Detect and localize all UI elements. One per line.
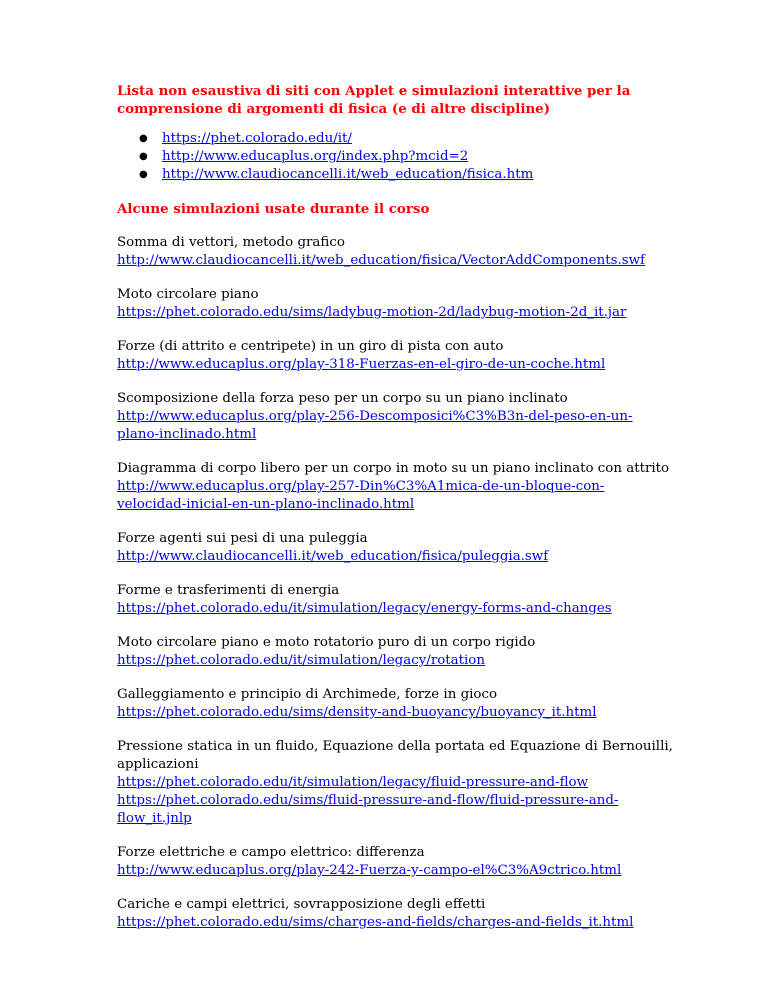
simulation-title: Forze agenti sui pesi di una puleggia: [117, 531, 368, 546]
simulation-title: Forze elettriche e campo elettrico: differenza: [117, 845, 425, 860]
site-list-item: [117, 166, 677, 184]
simulation-entry: [117, 896, 677, 932]
simulation-link[interactable]: [117, 600, 677, 618]
simulation-link-line[interactable]: flow_it.jnlp: [117, 811, 192, 826]
simulation-entry: [117, 460, 677, 514]
simulation-title: Somma di vettori, metodo grafico: [117, 235, 345, 250]
simulation-entry: [117, 390, 677, 444]
simulation-link[interactable]: [117, 914, 677, 932]
simulation-title: Moto circolare piano e moto rotatorio puro di un corpo rigido: [117, 635, 536, 650]
simulation-link-line[interactable]: http://www.educaplus.org/play-242-Fuerza-y-campo-el%C3%A9ctrico.html: [117, 863, 622, 878]
simulation-title: Scomposizione della forza peso per un corpo su un piano inclinato: [117, 391, 568, 406]
simulation-link-line[interactable]: http://www.claudiocancelli.it/web_education/fisica/puleggia.swf: [117, 549, 549, 564]
simulation-link[interactable]: [117, 792, 677, 828]
heading-line: comprensione di argomenti di fisica (e di altre discipline): [117, 101, 551, 117]
simulation-link-line[interactable]: https://phet.colorado.edu/sims/fluid-pressure-and-flow/fluid-pressure-and-: [117, 793, 619, 808]
site-list: [117, 130, 677, 184]
bullet-icon: ●: [139, 169, 148, 180]
simulation-link-line[interactable]: https://phet.colorado.edu/sims/ladybug-motion-2d/ladybug-motion-2d_it.jar: [117, 305, 627, 320]
simulation-entry: [117, 582, 677, 618]
simulation-entry: [117, 634, 677, 670]
simulation-entry: [117, 530, 677, 566]
simulation-link[interactable]: [117, 252, 677, 270]
heading-line: Lista non esaustiva di siti con Applet e simulazioni interattive per la: [117, 83, 631, 99]
simulation-title: Diagramma di corpo libero per un corpo in moto su un piano inclinato con attrito: [117, 461, 670, 476]
simulation-link[interactable]: [117, 408, 677, 444]
simulation-link-line[interactable]: plano-inclinado.html: [117, 427, 257, 442]
site-list-item: [117, 148, 677, 166]
simulation-link-line[interactable]: https://phet.colorado.edu/it/simulation/legacy/rotation: [117, 653, 485, 668]
simulation-title: Moto circolare piano: [117, 287, 259, 302]
simulation-entry: [117, 844, 677, 880]
simulation-title: Forme e trasferimenti di energia: [117, 583, 340, 598]
site-link[interactable]: http://www.educaplus.org/index.php?mcid=2: [162, 149, 469, 164]
simulation-link-line[interactable]: velocidad-inicial-en-un-plano-inclinado.html: [117, 497, 415, 512]
site-list-item: [117, 130, 677, 148]
simulation-title: Cariche e campi elettrici, sovrapposizione degli effetti: [117, 897, 486, 912]
simulation-link-line[interactable]: http://www.educaplus.org/play-256-Descomposici%C3%B3n-del-peso-en-un-: [117, 409, 633, 424]
simulation-link[interactable]: [117, 304, 677, 322]
simulation-entry: [117, 338, 677, 374]
simulation-title: applicazioni: [117, 757, 199, 772]
simulation-link[interactable]: [117, 548, 677, 566]
simulation-link-line[interactable]: http://www.educaplus.org/play-257-Din%C3%A1mica-de-un-bloque-con-: [117, 479, 605, 494]
simulation-entry: [117, 686, 677, 722]
simulation-link-line[interactable]: http://www.claudiocancelli.it/web_education/fisica/VectorAddComponents.swf: [117, 253, 645, 268]
bullet-icon: ●: [139, 133, 148, 144]
simulation-entry: [117, 234, 677, 270]
simulation-link[interactable]: [117, 774, 677, 792]
simulation-title: Forze (di attrito e centripete) in un giro di pista con auto: [117, 339, 504, 354]
simulation-link[interactable]: [117, 356, 677, 374]
simulation-link[interactable]: [117, 704, 677, 722]
simulation-title: Galleggiamento e principio di Archimede, forze in gioco: [117, 687, 498, 702]
document-heading: [117, 82, 677, 118]
simulation-link-line[interactable]: https://phet.colorado.edu/sims/density-and-buoyancy/buoyancy_it.html: [117, 705, 597, 720]
simulation-link[interactable]: [117, 478, 677, 514]
simulation-entry: [117, 286, 677, 322]
document-page: [117, 82, 677, 932]
simulation-link-line[interactable]: https://phet.colorado.edu/sims/charges-and-fields/charges-and-fields_it.html: [117, 915, 634, 930]
section-heading: Alcune simulazioni usate durante il corso: [117, 201, 430, 217]
site-link[interactable]: https://phet.colorado.edu/it/: [162, 131, 352, 146]
simulation-link-line[interactable]: https://phet.colorado.edu/it/simulation/legacy/energy-forms-and-changes: [117, 601, 612, 616]
simulation-link[interactable]: [117, 862, 677, 880]
simulation-title: Pressione statica in un fluido, Equazione della portata ed Equazione di Bernouilli,: [117, 739, 673, 754]
site-link[interactable]: http://www.claudiocancelli.it/web_education/fisica.htm: [162, 167, 534, 182]
simulation-link[interactable]: [117, 652, 677, 670]
simulation-entry: [117, 738, 677, 828]
bullet-icon: ●: [139, 151, 148, 162]
simulation-link-line[interactable]: http://www.educaplus.org/play-318-Fuerzas-en-el-giro-de-un-coche.html: [117, 357, 606, 372]
simulation-list: [117, 234, 677, 932]
simulation-link-line[interactable]: https://phet.colorado.edu/it/simulation/legacy/fluid-pressure-and-flow: [117, 775, 589, 790]
